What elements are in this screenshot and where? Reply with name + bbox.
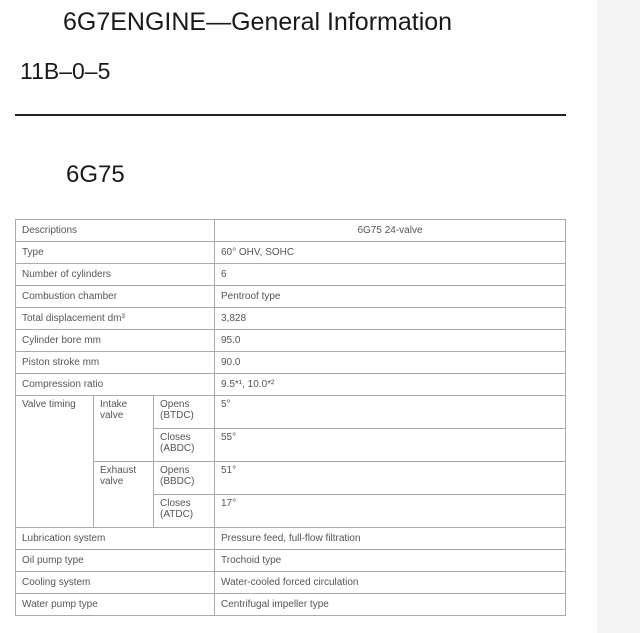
table-row (16, 572, 566, 594)
row-label: Total displacement dm³ (16, 308, 215, 330)
row-value: 51° (215, 462, 566, 495)
table-row (16, 242, 566, 264)
table-row (16, 330, 566, 352)
row-value: Pentroof type (215, 286, 566, 308)
intake-label: Intake valve (94, 396, 154, 462)
header-cell: 6G75 24-valve (215, 220, 566, 242)
exhaust-label: Exhaust valve (94, 462, 154, 528)
table-row (16, 594, 566, 616)
page-code: 11B–0–5 (20, 58, 111, 84)
row-label: Water pump type (16, 594, 215, 616)
row-value: Pressure feed, full-flow filtration (215, 528, 566, 550)
divider (15, 114, 566, 116)
table-header-row (16, 220, 566, 242)
side-panel (597, 0, 640, 633)
row-value: 17° (215, 495, 566, 528)
row-label: Oil pump type (16, 550, 215, 572)
valve-timing-label: Valve timing (16, 396, 94, 528)
row-value: 5° (215, 396, 566, 429)
table-row (16, 528, 566, 550)
row-value: 6 (215, 264, 566, 286)
row-value: 60° OHV, SOHC (215, 242, 566, 264)
row-value: 9.5*¹, 10.0*² (215, 374, 566, 396)
row-value: 3,828 (215, 308, 566, 330)
row-label: Cooling system (16, 572, 215, 594)
valve-row (16, 396, 566, 429)
table-row (16, 550, 566, 572)
row-value: Water-cooled forced circulation (215, 572, 566, 594)
row-value: 90.0 (215, 352, 566, 374)
table-row (16, 286, 566, 308)
row-value: Trochoid type (215, 550, 566, 572)
header-cell: Descriptions (16, 220, 215, 242)
row-label: Type (16, 242, 215, 264)
row-label: Compression ratio (16, 374, 215, 396)
sub-label: Opens (BTDC) (154, 396, 215, 429)
row-label: Combustion chamber (16, 286, 215, 308)
table-row (16, 374, 566, 396)
row-value: Centrifugal impeller type (215, 594, 566, 616)
page-title: 6G7ENGINE—General Information (63, 8, 453, 36)
row-label: Lubrication system (16, 528, 215, 550)
sub-label: Opens (BBDC) (154, 462, 215, 495)
sub-label: Closes (ATDC) (154, 495, 215, 528)
row-value: 95.0 (215, 330, 566, 352)
table-row (16, 308, 566, 330)
row-label: Cylinder bore mm (16, 330, 215, 352)
table-row (16, 352, 566, 374)
model-heading: 6G75 (66, 161, 125, 188)
row-label: Number of cylinders (16, 264, 215, 286)
sub-label: Closes (ABDC) (154, 429, 215, 462)
valve-row (16, 462, 566, 495)
specs-table (15, 219, 566, 616)
table-row (16, 264, 566, 286)
row-label: Piston stroke mm (16, 352, 215, 374)
row-value: 55° (215, 429, 566, 462)
